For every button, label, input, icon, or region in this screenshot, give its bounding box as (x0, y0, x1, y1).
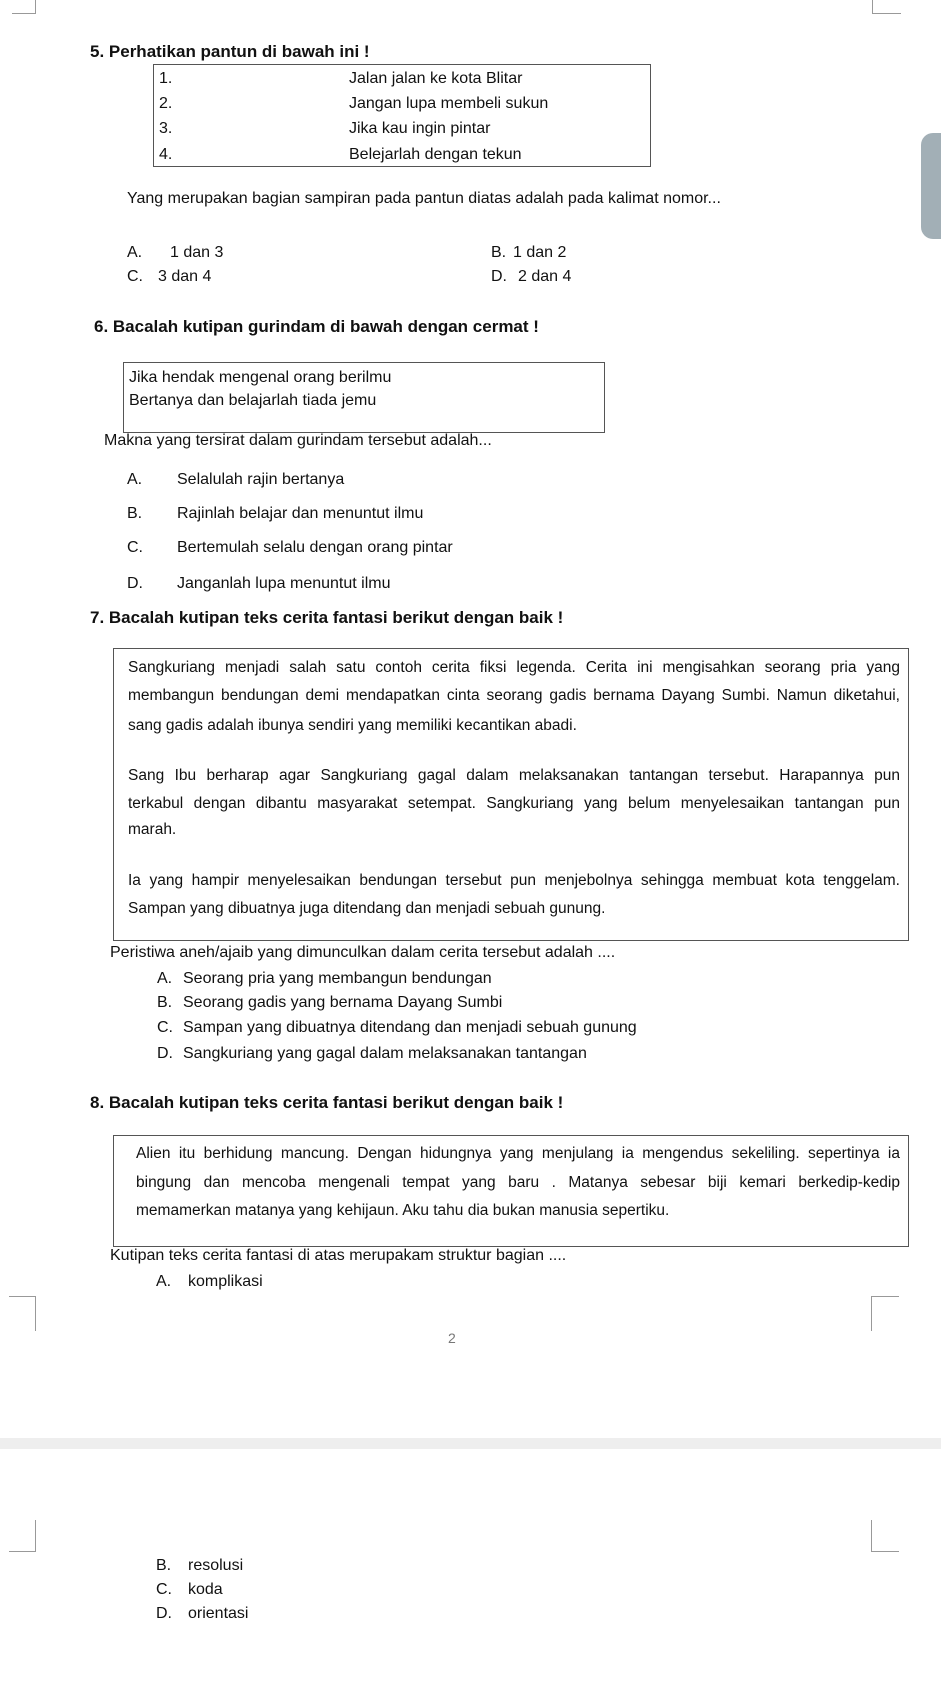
story-line: Alien itu berhidung mancung. Dengan hidungnya yang menjulang ia mengendus sekeliling. sepertinya ia (136, 1145, 900, 1162)
page-corner-mark (9, 1520, 36, 1552)
option-text: 1 dan 2 (513, 244, 567, 261)
option-text: Sampan yang dibuatnya ditendang dan menjadi sebuah gunung (183, 1019, 637, 1036)
pantun-row-text: Jika kau ingin pintar (349, 120, 491, 137)
story-line: sang gadis adalah ibunya sendiri yang memiliki kecantikan abadi. (128, 717, 577, 734)
story-line: Sang Ibu berharap agar Sangkuriang gagal dalam melaksanakan tantangan tersebut. Harapannya pun (128, 767, 900, 784)
question-8-title: 8. Bacalah kutipan teks cerita fantasi berikut dengan baik ! (90, 1093, 564, 1112)
option-text: Bertemulah selalu dengan orang pintar (177, 539, 453, 556)
pantun-row-text: Jangan lupa membeli sukun (349, 95, 549, 112)
option-text: 2 dan 4 (518, 268, 572, 285)
question-7-text: Peristiwa aneh/ajaib yang dimunculkan dalam cerita tersebut adalah .... (110, 944, 616, 961)
option-letter: C. (156, 1581, 172, 1598)
story-line: Ia yang hampir menyelesaikan bendungan tersebut pun menjebolnya sehingga membuat kota tenggelam. (128, 872, 900, 889)
pantun-row-number: 3. (159, 120, 173, 137)
story-line: Sampan yang dibuatnya juga ditendang dan menjadi sebuah gunung. (128, 900, 606, 917)
option-text: komplikasi (188, 1273, 263, 1290)
option-letter: A. (156, 1273, 172, 1290)
option-text: 1 dan 3 (170, 244, 224, 261)
option-letter: C. (127, 268, 143, 285)
option-letter: B. (156, 1557, 172, 1574)
option-letter: D. (491, 268, 507, 285)
option-letter: C. (157, 1019, 173, 1036)
story-line: terkabul dengan dibantu masyarakat setempat. Sangkuriang yang belum menyelesaikan tantangan pun (128, 795, 900, 812)
question-5-text: Yang merupakan bagian sampiran pada pantun diatas adalah pada kalimat nomor... (127, 190, 721, 207)
story-line: Sangkuriang menjadi salah satu contoh cerita fiksi legenda. Cerita ini mengisahkan seorang pria yang (128, 659, 900, 676)
option-letter: A. (127, 244, 143, 261)
story-line: membangun bendungan demi mendapatkan cinta seorang gadis bernama Dayang Sumbi. Namun diketahui, (128, 687, 900, 704)
gurindam-line: Bertanya dan belajarlah tiada jemu (129, 392, 377, 409)
option-text: orientasi (188, 1605, 249, 1622)
option-text: 3 dan 4 (158, 268, 212, 285)
option-text: Rajinlah belajar dan menuntut ilmu (177, 505, 424, 522)
option-text: Selalulah rajin bertanya (177, 471, 345, 488)
option-letter: A. (127, 471, 143, 488)
page-corner-mark (9, 1296, 36, 1331)
scrollbar-handle[interactable] (921, 133, 941, 239)
pantun-row-number: 2. (159, 95, 173, 112)
question-6-text: Makna yang tersirat dalam gurindam tersebut adalah... (104, 432, 492, 449)
option-letter: B. (157, 994, 173, 1011)
page-corner-mark (871, 1520, 899, 1552)
option-text: resolusi (188, 1557, 244, 1574)
page-number: 2 (448, 1330, 456, 1346)
gurindam-line: Jika hendak mengenal orang berilmu (129, 369, 392, 386)
question-7-title: 7. Bacalah kutipan teks cerita fantasi berikut dengan baik ! (90, 608, 564, 627)
option-text: Sangkuriang yang gagal dalam melaksanakan tantangan (183, 1045, 587, 1062)
option-text: Seorang pria yang membangun bendungan (183, 970, 492, 987)
page-corner-mark (871, 1296, 899, 1331)
story-line: bingung dan mencoba mengenali tempat yang baru . Matanya sebesar biji kemari berkedip-kedip (136, 1174, 900, 1191)
option-letter: D. (157, 1045, 173, 1062)
story-line: marah. (128, 821, 177, 838)
option-letter: B. (491, 244, 507, 261)
pantun-row-text: Jalan jalan ke kota Blitar (349, 70, 523, 87)
question-8-text: Kutipan teks cerita fantasi di atas merupakam struktur bagian .... (110, 1247, 567, 1264)
pantun-row-number: 4. (159, 146, 173, 163)
page-corner-mark (872, 0, 901, 14)
option-text: Seorang gadis yang bernama Dayang Sumbi (183, 994, 503, 1011)
option-text: Janganlah lupa menuntut ilmu (177, 575, 391, 592)
option-letter: D. (156, 1605, 172, 1622)
story-line: memamerkan matanya yang kehijaun. Aku tahu dia bukan manusia sepertiku. (136, 1202, 670, 1219)
question-6-title: 6. Bacalah kutipan gurindam di bawah dengan cermat ! (94, 317, 539, 336)
pantun-row-number: 1. (159, 70, 173, 87)
pantun-row-text: Belejarlah dengan tekun (349, 146, 522, 163)
page-separator (0, 1438, 941, 1449)
option-letter: C. (127, 539, 143, 556)
option-letter: B. (127, 505, 143, 522)
option-text: koda (188, 1581, 223, 1598)
option-letter: D. (127, 575, 143, 592)
page-corner-mark (12, 0, 36, 14)
question-5-title: 5. Perhatikan pantun di bawah ini ! (90, 42, 370, 61)
option-letter: A. (157, 970, 173, 987)
